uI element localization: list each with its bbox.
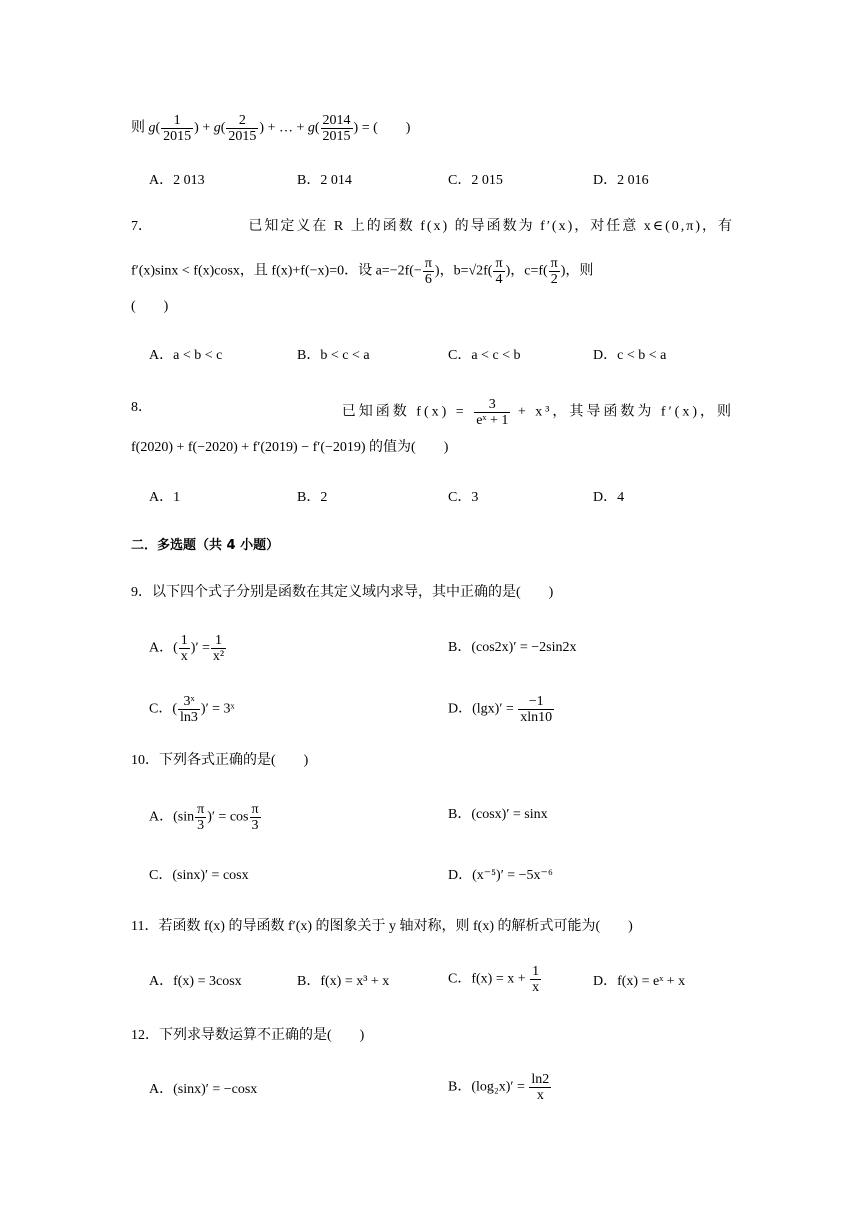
- q6-option-d: D．2 016: [593, 173, 649, 188]
- q8-line2: f(2020) + f(−2020) + f′(2019) − f′(−2019) 的值为( ): [131, 440, 449, 455]
- q10-option-d: D．(x⁻⁵)′ = −5x⁻⁶: [448, 868, 553, 883]
- q9-stem: 9．以下四个式子分别是函数在其定义域内求导，其中正确的是( ): [131, 585, 554, 600]
- q7-option-c: C．a < c < b: [448, 348, 521, 363]
- q7-line2: f′(x)sinx < f(x)cosx，且 f(x)+f(−x)=0．设 a=−2f(− $\frac{\pi}{6}$ )，b=√2f( $\frac{\pi}{4}$ )，c=f( $\frac{\pi}{2}$ )，则: [131, 256, 594, 287]
- q6-stem: 则 g( $\frac{1}{2015}$ ) + g( $\frac{2}{2015}$ ) + … + g( $\frac{2014}{2015}$ ) = ( ): [131, 113, 411, 144]
- q8-option-d: D．4: [593, 490, 625, 505]
- section-title: 二．多选题（共 4 小题）: [131, 538, 280, 553]
- q11-option-c: C．f(x) = x + $\frac{1}{x}$: [448, 964, 540, 995]
- q7-option-a: A．a < b < c: [149, 348, 223, 363]
- q6-option-b: B．2 014: [297, 173, 352, 188]
- q10-option-b: B．(cosx)′ = sinx: [448, 807, 548, 822]
- q9-option-d: D．(lgx)′ = $\frac{-1}{xln10}$: [448, 694, 553, 725]
- q6-frac3: $\frac{2014}{2015}$: [322, 113, 351, 144]
- q12-option-a: A．(sinx)′ = −cosx: [149, 1082, 258, 1097]
- q6-frac2: $\frac{2}{2015}$: [228, 113, 257, 144]
- q9-option-c: C．( $\frac{\text{3ˣ}}{\ln 3}$ )′ = 3ˣ: [149, 694, 235, 725]
- q10-option-a: A．(sin $\frac{\pi}{3}$ )′ = cos $\frac{\pi}{3}$: [149, 802, 259, 833]
- q9-option-b: B．(cos2x)′ = −2sin2x: [448, 640, 577, 655]
- q11-option-a: A．f(x) = 3cosx: [149, 974, 242, 989]
- q7-option-b: B．b < c < a: [297, 348, 370, 363]
- q7-line1: 7． 已知定义在 R 上的函数 f(x) 的导函数为 f′(x)，对任意 x∈(0,π)，有: [131, 219, 734, 234]
- q10-option-c: C．(sinx)′ = cosx: [149, 868, 249, 883]
- q7-option-d: D．c < b < a: [593, 348, 667, 363]
- q12-option-b: B．(log₂x)′ = $\frac{\ln 2}{x}$: [448, 1072, 550, 1103]
- q11-stem: 11．若函数 f(x) 的导函数 f′(x) 的图象关于 y 轴对称，则 f(x) 的解析式可能为( ): [131, 919, 633, 934]
- q11-option-d: D．f(x) = eˣ + x: [593, 974, 686, 989]
- q12-stem: 12．下列求导数运算不正确的是( ): [131, 1028, 365, 1043]
- q8-option-a: A．1: [149, 490, 181, 505]
- q8-option-b: B．2: [297, 490, 328, 505]
- q6-frac1: $\frac{1}{2015}$: [163, 113, 192, 144]
- q8-option-c: C．3: [448, 490, 479, 505]
- q6-option-a: A．2 013: [149, 173, 205, 188]
- q10-stem: 10．下列各式正确的是( ): [131, 753, 309, 768]
- q8-line1: 8． 已知函数 f(x) = $\frac{3}{\text{eˣ + 1}}$ + x³，其导函数为 f′(x)，则: [131, 397, 734, 428]
- q6-option-c: C．2 015: [448, 173, 503, 188]
- q9-option-a: A．( $\frac{1}{x}$ )′ = $\frac{1}{\text{x²}}$: [149, 633, 225, 664]
- q7-line3: ( ): [131, 299, 169, 314]
- q11-option-b: B．f(x) = x³ + x: [297, 974, 390, 989]
